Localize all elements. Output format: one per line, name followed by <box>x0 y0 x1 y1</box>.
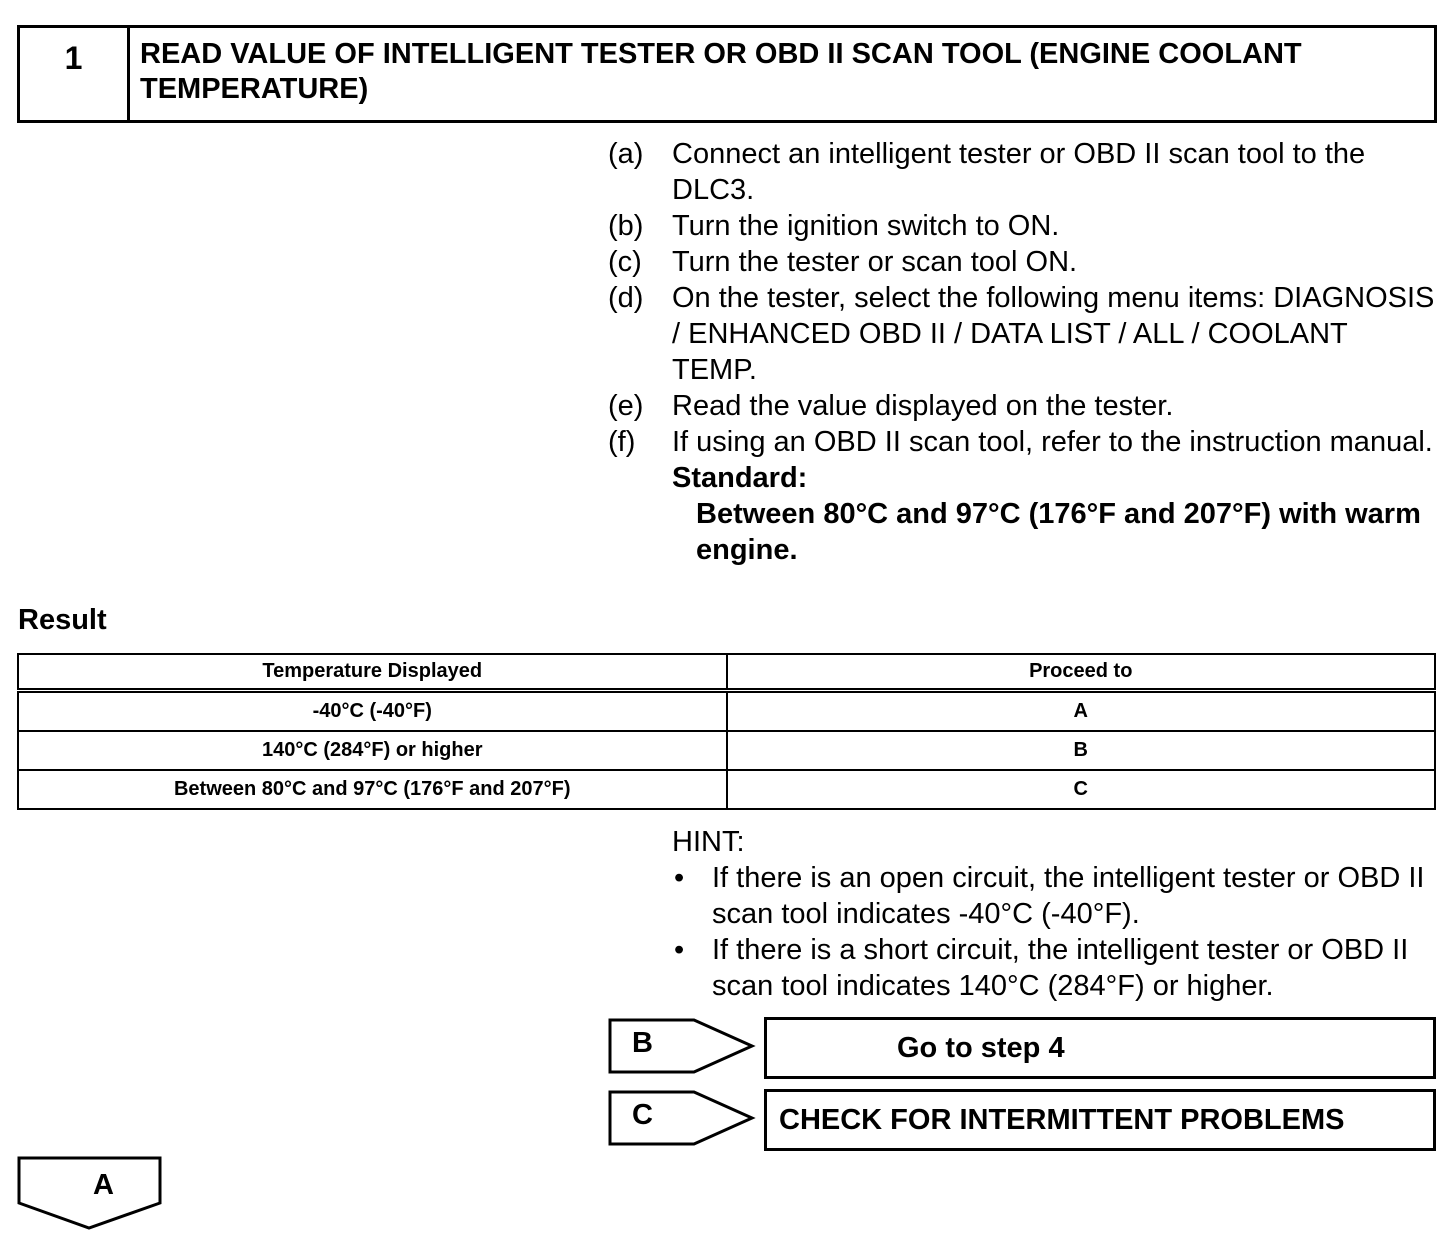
step-letter: (c) <box>608 246 642 278</box>
down-arrow-icon <box>17 1155 163 1231</box>
branch-arrow-c[interactable] <box>608 1089 756 1147</box>
step-letter: (d) <box>608 282 644 314</box>
right-arrow-icon <box>608 1017 756 1075</box>
hint-item <box>672 932 1438 1004</box>
nav-row-c <box>608 1089 1345 1147</box>
standard-value: Between 80°C and 97°C (176°F and 207°F) with warm engine. <box>696 498 1421 566</box>
step-item-c <box>608 244 1438 280</box>
step-text: Connect an intelligent tester or OBD II scan tool to the DLC3. <box>672 138 1366 206</box>
step-text: Turn the tester or scan tool ON. <box>672 246 1078 278</box>
right-arrow-icon <box>608 1089 756 1147</box>
step-letter: (f) <box>608 426 636 458</box>
bullet-icon: • <box>674 934 685 966</box>
table-row <box>18 731 1435 770</box>
step-header <box>17 25 1437 123</box>
table-cell: -40°C (-40°F) <box>18 691 727 732</box>
table-cell: Between 80°C and 97°C (176°F and 207°F) <box>18 770 727 809</box>
hint-item <box>672 860 1438 932</box>
destination-box[interactable]: Go to step 4 <box>764 1017 1436 1079</box>
branch-arrow-b[interactable] <box>608 1017 756 1075</box>
nav-row-b <box>608 1017 1065 1075</box>
column-header: Proceed to <box>727 654 1436 691</box>
step-item-e <box>608 388 1438 424</box>
standard-spec <box>608 460 1438 568</box>
table-row <box>18 770 1435 809</box>
step-item-b <box>608 208 1438 244</box>
result-label: Result <box>18 604 107 636</box>
step-item-f <box>608 424 1438 460</box>
step-title: READ VALUE OF INTELLIGENT TESTER OR OBD II SCAN TOOL (ENGINE COOLANT TEMPERATURE) <box>140 38 1302 105</box>
step-text: On the tester, select the following menu items: DIAGNOSIS / ENHANCED OBD II / DATA LIST / ALL / COOLANT TEMP. <box>672 282 1435 386</box>
step-item-a <box>608 136 1438 208</box>
step-text: Read the value displayed on the tester. <box>672 390 1174 422</box>
hint-block <box>672 824 1438 1004</box>
branch-letter: B <box>632 1027 653 1059</box>
step-number: 1 <box>20 28 130 120</box>
table-cell: 140°C (284°F) or higher <box>18 731 727 770</box>
table-row <box>18 691 1435 732</box>
bullet-icon: • <box>674 862 685 894</box>
step-text: If using an OBD II scan tool, refer to the instruction manual. <box>672 426 1433 458</box>
table-cell: C <box>727 770 1436 809</box>
hint-label: HINT: <box>672 826 745 858</box>
step-item-d <box>608 280 1438 388</box>
hint-text: If there is an open circuit, the intelligent tester or OBD II scan tool indicates -40°C (-40°F). <box>712 862 1425 930</box>
step-letter: (e) <box>608 390 644 422</box>
standard-label: Standard: <box>672 462 808 494</box>
hint-text: If there is a short circuit, the intelligent tester or OBD II scan tool indicates 140°C (284°F) or higher. <box>712 934 1409 1002</box>
step-text: Turn the ignition switch to ON. <box>672 210 1060 242</box>
table-cell: A <box>727 691 1436 732</box>
table-header-row <box>18 654 1435 691</box>
step-letter: (b) <box>608 210 644 242</box>
continue-arrow-a[interactable] <box>17 1155 163 1231</box>
result-table <box>17 653 1436 810</box>
step-letter: (a) <box>608 138 644 170</box>
branch-letter: C <box>632 1099 653 1131</box>
column-header: Temperature Displayed <box>18 654 727 691</box>
continue-letter: A <box>93 1169 114 1201</box>
table-cell: B <box>727 731 1436 770</box>
procedure-steps <box>608 136 1438 568</box>
destination-box[interactable]: CHECK FOR INTERMITTENT PROBLEMS <box>764 1089 1436 1151</box>
